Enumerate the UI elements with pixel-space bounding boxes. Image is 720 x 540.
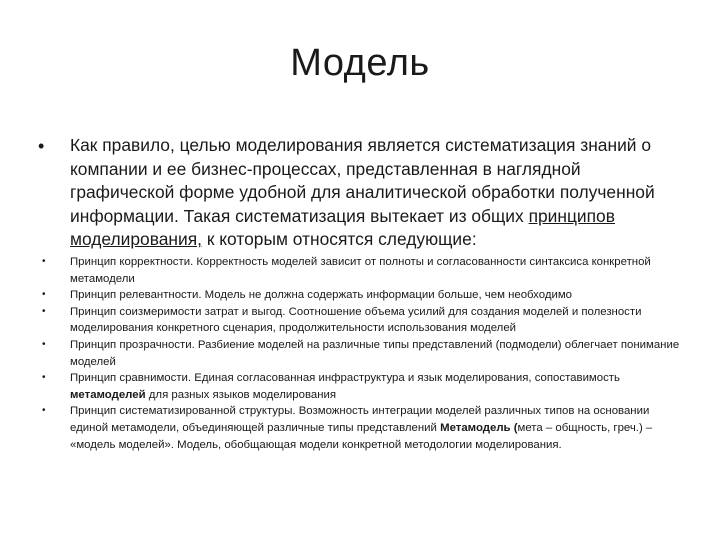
principles-list	[42, 254, 682, 453]
main-bullet-text	[70, 134, 688, 252]
main-bullet-text-start: Как правило, целью моделирования является систематизация знаний о компании и ее бизнес-процессах, представленная в наглядной графической форме удобной для аналитической обработки полученной информации. Такая систематизация вытекает из общих	[70, 135, 655, 226]
list-item-text-end: для разных языков моделирования	[145, 388, 337, 401]
list-item-text	[70, 370, 682, 403]
list-item-text: Принцип корректности. Корректность моделей зависит от полноты и согласованности синтаксиса конкретной метамодели	[70, 256, 651, 285]
main-bullet	[38, 134, 688, 252]
bullet-icon: •	[42, 305, 46, 317]
list-item	[42, 370, 682, 403]
slide-title: Модель	[290, 42, 430, 84]
bullet-icon: •	[38, 136, 45, 156]
bullet-icon: •	[42, 338, 46, 350]
list-item-text-start: Принцип сравнимости. Единая согласованная инфраструктура и язык моделирования, сопоставимость	[70, 372, 620, 385]
bullet-icon: •	[42, 289, 46, 301]
list-item	[42, 304, 682, 337]
main-bullet-text-end: к которым относятся следующие:	[201, 229, 477, 250]
list-item-text-end: мета – общность, греч.) – «модель моделей». Модель, обобщающая модели конкретной методологии моделирования.	[70, 421, 653, 451]
bullet-icon: •	[42, 256, 46, 267]
bullet-icon: •	[42, 405, 46, 417]
list-item-text: Принцип соизмеримости затрат и выгод. Соотношение объема усилий для создания моделей и полезности моделирования конкретного сценария, продолжительности использования моделей	[70, 305, 642, 335]
list-item-text: Принцип прозрачности. Разбиение моделей на различные типы представлений (подмодели) облегчает понимание моделей	[70, 338, 680, 368]
bold-term: метамоделей	[70, 388, 146, 401]
principles-link[interactable]: принципов моделирования,	[70, 205, 615, 250]
list-item	[42, 403, 682, 453]
list-item-text: Принцип релевантности. Модель не должна содержать информации больше, чем необходимо	[70, 289, 572, 302]
list-item-text	[70, 403, 682, 453]
list-item	[42, 337, 682, 370]
bullet-icon: •	[42, 372, 46, 384]
bold-term: Метамодель (	[440, 421, 518, 434]
list-item	[42, 254, 682, 287]
list-item-text-start: Принцип систематизированной структуры. Возможность интеграции моделей различных типов на основании единой метамодели, объединяющей различные типы представлений	[70, 405, 650, 434]
list-item	[42, 287, 682, 304]
